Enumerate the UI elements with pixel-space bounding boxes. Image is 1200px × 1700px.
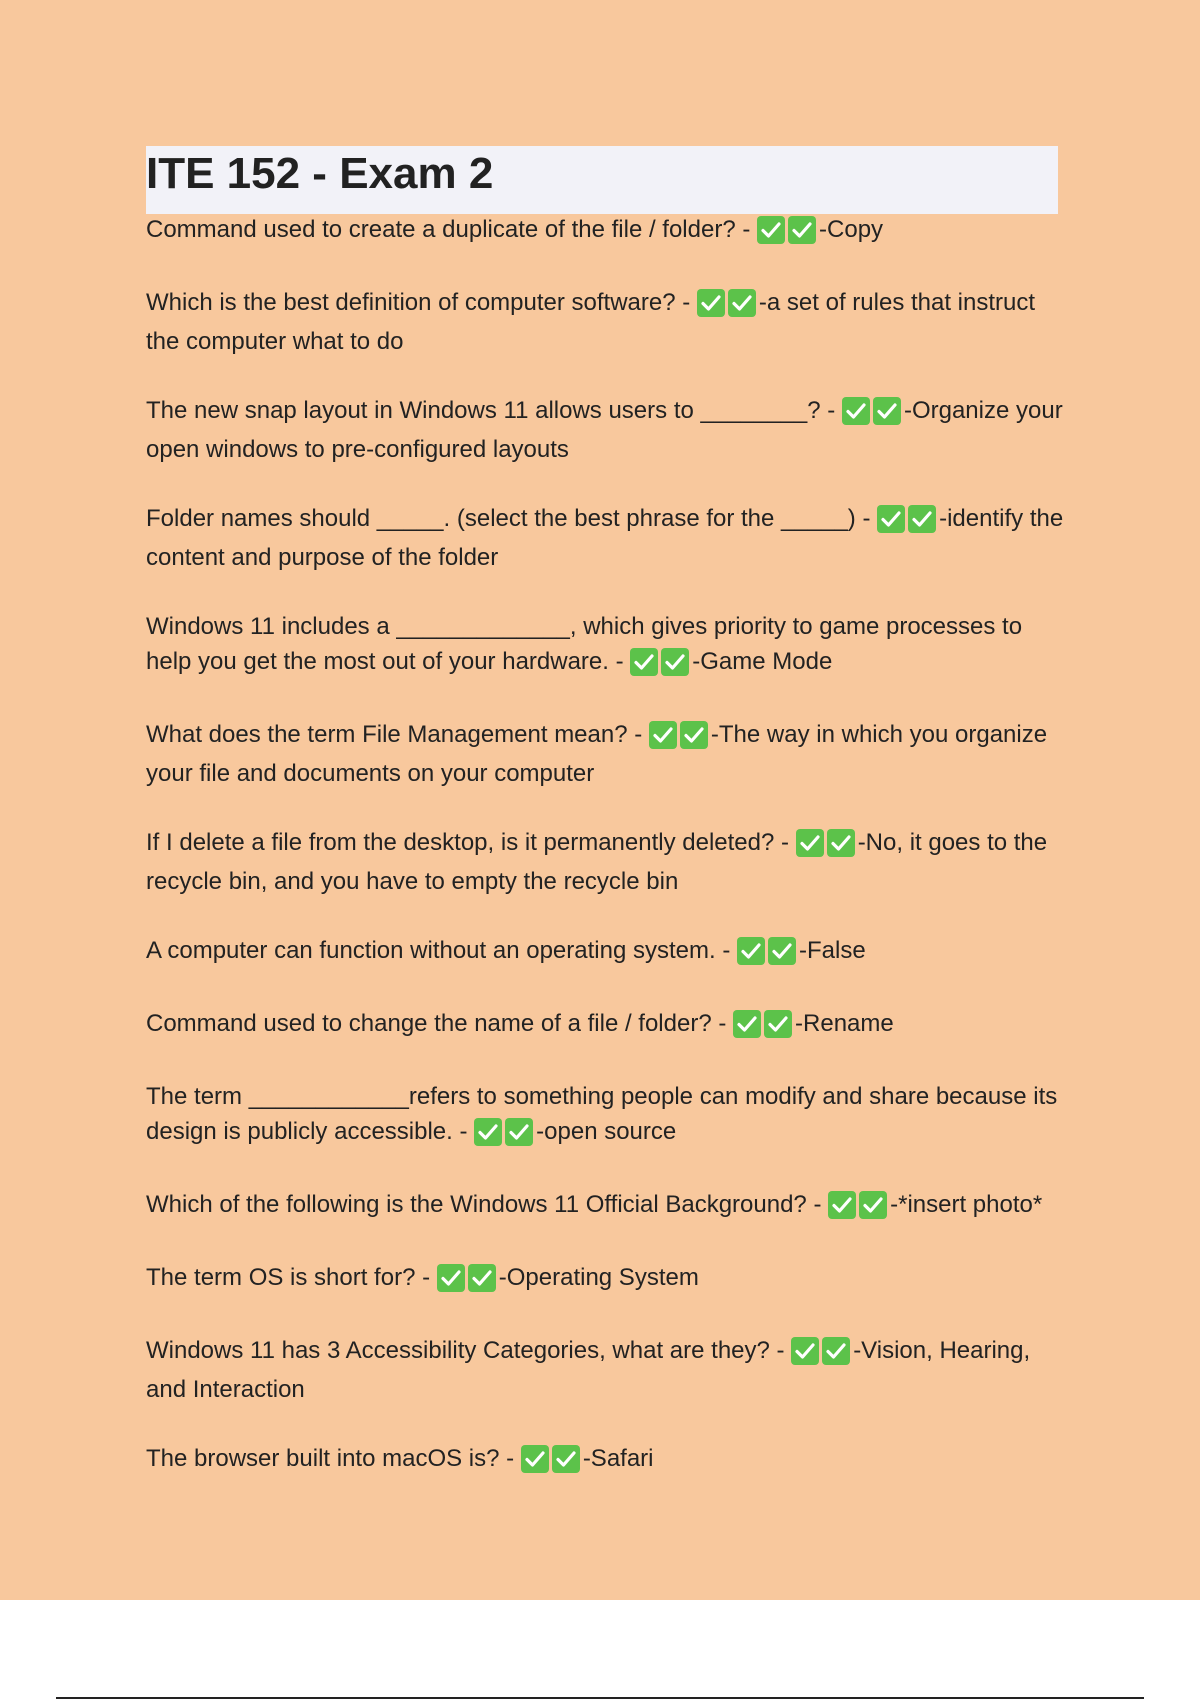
check-mark-icon [661, 648, 689, 676]
check-mark-icon [764, 1010, 792, 1038]
check-mark-icon [877, 505, 905, 533]
check-mark-icon [468, 1264, 496, 1292]
answer-marker [649, 721, 711, 756]
answer-marker [796, 829, 858, 864]
question-text: The browser built into macOS is? - [146, 1445, 521, 1472]
answer-text: -False [798, 937, 866, 964]
document-title: ITE 152 - Exam 2 [146, 149, 494, 198]
answer-text: -Rename [795, 1010, 894, 1037]
answer-text: -Operating System [498, 1264, 699, 1291]
answer-text: -Vision, Hearing, and Interaction [146, 1337, 1031, 1403]
qa-item [146, 1187, 1066, 1226]
answer-marker [733, 1010, 795, 1045]
question-text: Which is the best definition of computer software? - [146, 289, 697, 316]
answer-marker [757, 216, 819, 251]
check-mark-icon [828, 1191, 856, 1219]
qa-item [146, 609, 1066, 683]
check-mark-icon [796, 829, 824, 857]
question-text: The term ____________refers to something people can modify and share because its design is publicly accessible. - [146, 1083, 1058, 1145]
question-text: Windows 11 includes a _____________, which gives priority to game processes to help you get the most out of your hardware. - [146, 613, 1023, 675]
question-text: Which of the following is the Windows 11 Official Background? - [146, 1191, 829, 1218]
question-answer-list [146, 212, 1066, 1514]
question-text: Command used to create a duplicate of the file / folder? - [146, 216, 758, 243]
check-mark-icon [697, 289, 725, 317]
answer-marker [697, 289, 759, 324]
check-mark-icon [437, 1264, 465, 1292]
check-mark-icon [733, 1010, 761, 1038]
qa-item [146, 717, 1066, 791]
check-mark-icon [791, 1337, 819, 1365]
question-text: The new snap layout in Windows 11 allows users to ________? - [146, 397, 842, 424]
answer-text: -identify the content and purpose of the folder [146, 505, 1064, 571]
qa-item [146, 825, 1066, 899]
check-mark-icon [859, 1191, 887, 1219]
qa-item [146, 1333, 1066, 1407]
check-mark-icon [649, 721, 677, 749]
answer-text: -a set of rules that instruct the computer what to do [146, 289, 1036, 355]
answer-marker [437, 1264, 499, 1299]
check-mark-icon [768, 937, 796, 965]
check-mark-icon [873, 397, 901, 425]
answer-text: -*insert photo* [890, 1191, 1043, 1218]
answer-marker [828, 1191, 890, 1226]
check-mark-icon [552, 1445, 580, 1473]
check-mark-icon [630, 648, 658, 676]
answer-marker [737, 937, 799, 972]
question-text: Command used to change the name of a file / folder? - [146, 1010, 734, 1037]
check-mark-icon [505, 1118, 533, 1146]
check-mark-icon [908, 505, 936, 533]
answer-marker [791, 1337, 853, 1372]
answer-text: -Organize your open windows to pre-configured layouts [146, 397, 1063, 463]
question-text: If I delete a file from the desktop, is it permanently deleted? - [146, 829, 796, 856]
answer-text: -open source [536, 1118, 677, 1145]
check-mark-icon [757, 216, 785, 244]
check-mark-icon [521, 1445, 549, 1473]
qa-item [146, 212, 1066, 251]
check-mark-icon [842, 397, 870, 425]
qa-item [146, 501, 1066, 575]
answer-text: -No, it goes to the recycle bin, and you have to empty the recycle bin [146, 829, 1048, 895]
answer-marker [630, 648, 692, 683]
answer-marker [474, 1118, 536, 1153]
answer-text: -Game Mode [692, 648, 833, 675]
qa-item [146, 1260, 1066, 1299]
check-mark-icon [474, 1118, 502, 1146]
qa-item [146, 393, 1066, 467]
qa-item [146, 1441, 1066, 1480]
qa-item [146, 933, 1066, 972]
answer-text: -The way in which you organize your file and documents on your computer [146, 721, 1048, 787]
qa-item [146, 1079, 1066, 1153]
answer-text: -Copy [819, 216, 884, 243]
question-text: What does the term File Management mean? - [146, 721, 649, 748]
qa-item [146, 285, 1066, 359]
answer-marker [521, 1445, 583, 1480]
answer-text: -Safari [582, 1445, 654, 1472]
question-text: A computer can function without an operating system. - [146, 937, 737, 964]
check-mark-icon [827, 829, 855, 857]
answer-marker [842, 397, 904, 432]
question-text: Folder names should _____. (select the best phrase for the _____) - [146, 505, 878, 532]
qa-item [146, 1006, 1066, 1045]
footer-divider [56, 1697, 1144, 1699]
check-mark-icon [680, 721, 708, 749]
check-mark-icon [822, 1337, 850, 1365]
check-mark-icon [728, 289, 756, 317]
answer-marker [877, 505, 939, 540]
question-text: The term OS is short for? - [146, 1264, 437, 1291]
check-mark-icon [737, 937, 765, 965]
question-text: Windows 11 has 3 Accessibility Categories, what are they? - [146, 1337, 792, 1364]
check-mark-icon [788, 216, 816, 244]
